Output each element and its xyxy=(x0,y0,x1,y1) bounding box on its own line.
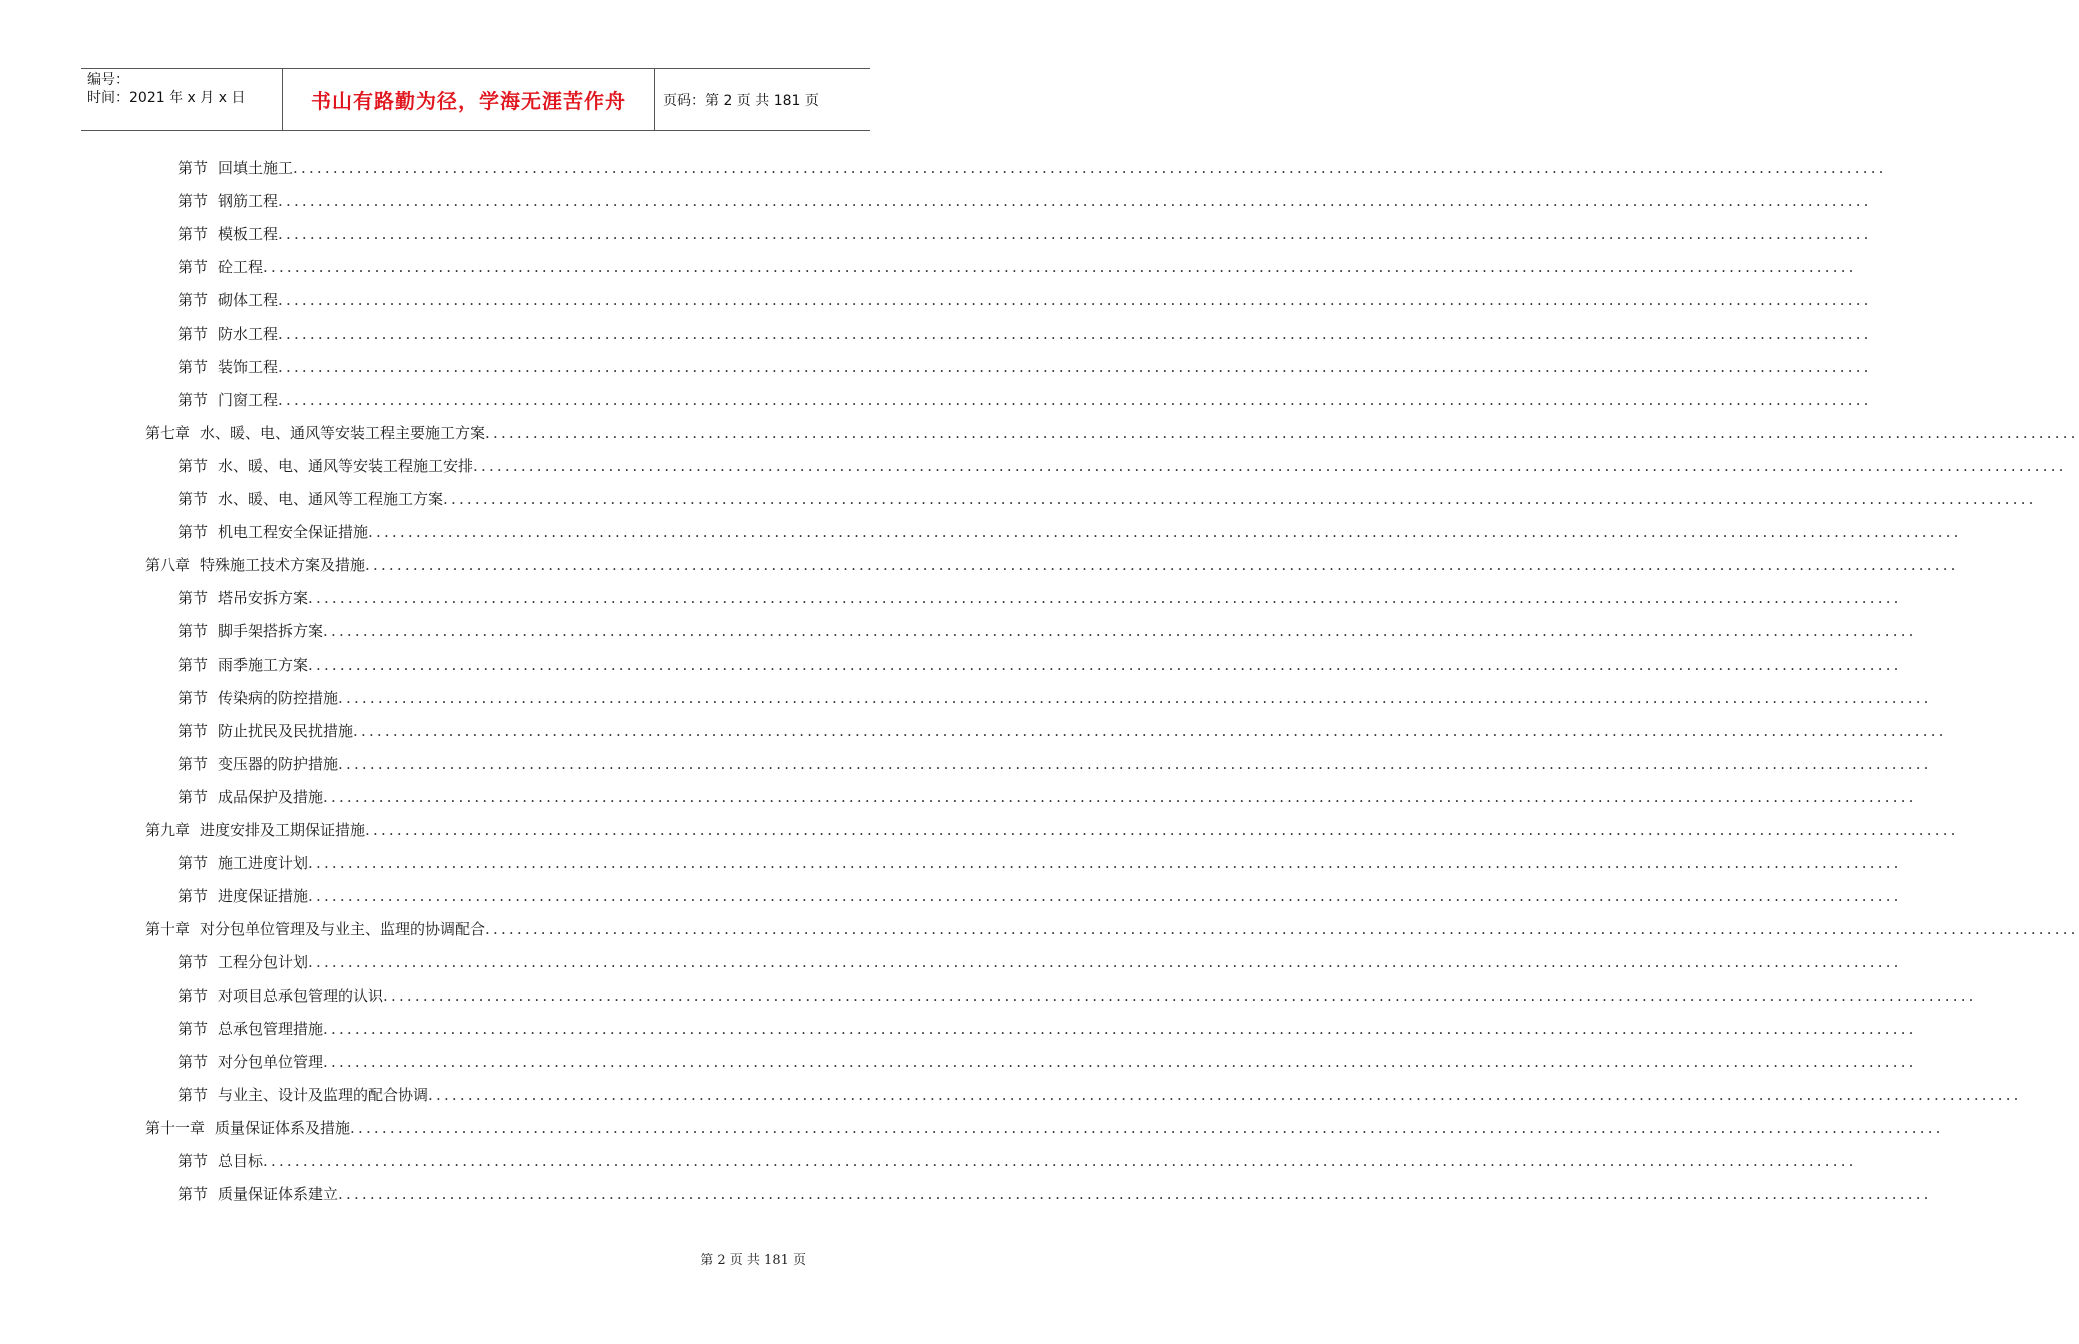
toc-leader-dots: ........................................................................................................................................................................................................ xyxy=(365,556,1959,575)
toc-leader-dots: ........................................................................................................................................................................................................ xyxy=(485,423,2079,442)
toc-section-entry[interactable] xyxy=(0,251,1857,284)
toc-leader-dots: ........................................................................................................................................................................................................ xyxy=(278,291,1872,310)
toc-section-entry[interactable] xyxy=(0,781,1917,814)
toc-leader-dots: ........................................................................................................................................................................................................ xyxy=(323,1019,1917,1038)
toc-leader-dots: ........................................................................................................................................................................................................ xyxy=(338,1185,1932,1204)
header-page-number: 页码：第 2 页 共 181 页 xyxy=(663,92,819,109)
toc-chapter-entry[interactable] xyxy=(0,417,2079,450)
toc-entry-label: 第十章 xyxy=(145,920,191,939)
toc-leader-dots: ........................................................................................................................................................................................................ xyxy=(308,655,1902,674)
header-meta xyxy=(81,69,282,130)
toc-entry-label: 第节 xyxy=(178,1152,209,1170)
toc-chapter-entry[interactable] xyxy=(0,814,1959,847)
toc-leader-dots: ........................................................................................................................................................................................................ xyxy=(368,523,1962,542)
toc-entry-label: 第节 xyxy=(178,1019,209,1038)
toc-chapter-entry[interactable] xyxy=(0,913,2079,946)
toc-entry-title: 与业主、设计及监理的配合协调 xyxy=(218,1085,429,1104)
toc-entry-label: 第十一章 xyxy=(145,1118,206,1137)
toc-leader-dots: ........................................................................................................................................................................................................ xyxy=(350,1118,1944,1137)
toc-leader-dots: ........................................................................................................................................................................................................ xyxy=(428,1085,2022,1104)
toc-entry-label: 第节 xyxy=(178,192,209,211)
toc-entry-label: 第节 xyxy=(178,1052,209,1071)
toc-leader-dots: ........................................................................................................................................................................................................ xyxy=(485,920,2079,939)
toc-entry-label: 第节 xyxy=(178,159,209,177)
toc-section-entry[interactable] xyxy=(0,847,1902,880)
toc-section-entry[interactable] xyxy=(0,1178,1932,1211)
toc-entry-label: 第节 xyxy=(178,490,209,508)
toc-entry-label: 第节 xyxy=(178,291,209,310)
toc-leader-dots: ........................................................................................................................................................................................................ xyxy=(278,324,1872,343)
toc-section-entry[interactable] xyxy=(0,748,1932,781)
toc-section-entry[interactable] xyxy=(0,1046,1917,1079)
toc-leader-dots: ........................................................................................................................................................................................................ xyxy=(323,787,1917,806)
toc-entry-label: 第节 xyxy=(178,324,209,343)
toc-entry-title: 门窗工程 xyxy=(218,390,279,409)
toc-entry-title: 钢筋工程 xyxy=(218,192,279,211)
toc-entry-title: 防水工程 xyxy=(218,324,279,343)
toc-leader-dots: ........................................................................................................................................................................................................ xyxy=(308,953,1902,972)
toc-entry-title: 砼工程 xyxy=(218,258,264,277)
toc-entry-label: 第节 xyxy=(178,887,209,906)
toc-leader-dots: ........................................................................................................................................................................................................ xyxy=(308,887,1902,906)
toc-leader-dots: ........................................................................................................................................................................................................ xyxy=(308,854,1902,873)
header-page-cell xyxy=(655,69,870,130)
toc-entry-title: 砌体工程 xyxy=(218,291,279,310)
toc-entry-title: 成品保护及措施 xyxy=(218,787,324,806)
toc-entry-title: 回填土施工 xyxy=(218,159,294,177)
toc-leader-dots: ........................................................................................................................................................................................................ xyxy=(323,622,1917,641)
toc-entry-label: 第八章 xyxy=(145,556,191,575)
toc-leader-dots: ........................................................................................................................................................................................................ xyxy=(308,589,1902,608)
toc-entry-title: 总目标 xyxy=(218,1152,264,1170)
toc-section-entry[interactable] xyxy=(0,649,1902,682)
toc-entry-title: 雨季施工方案 xyxy=(218,655,309,674)
document-date-label: 时间：2021 年 x 月 x 日 xyxy=(87,90,246,106)
toc-entry-label: 第节 xyxy=(178,754,209,773)
toc-entry-title: 对分包单位管理及与业主、监理的协调配合 xyxy=(200,920,486,939)
toc-leader-dots: ........................................................................................................................................................................................................ xyxy=(263,1152,1857,1170)
toc-leader-dots: ........................................................................................................................................................................................................ xyxy=(443,490,2037,508)
toc-entry-label: 第节 xyxy=(178,655,209,674)
toc-section-entry[interactable] xyxy=(0,384,1872,417)
toc-entry-label: 第节 xyxy=(178,622,209,641)
toc-entry-title: 防止扰民及民扰措施 xyxy=(218,721,354,740)
toc-section-entry[interactable] xyxy=(0,152,1887,185)
toc-section-entry[interactable] xyxy=(0,880,1902,913)
toc-leader-dots: ........................................................................................................................................................................................................ xyxy=(365,821,1959,839)
toc-entry-label: 第节 xyxy=(178,721,209,740)
toc-entry-title: 水、暖、电、通风等安装工程施工安排 xyxy=(218,456,474,475)
toc-section-entry[interactable] xyxy=(0,1079,2022,1112)
toc-chapter-entry[interactable] xyxy=(0,549,1959,582)
toc-section-entry[interactable] xyxy=(0,483,2037,516)
toc-section-entry[interactable] xyxy=(0,218,1872,251)
toc-entry-title: 脚手架搭拆方案 xyxy=(218,622,324,641)
toc-section-entry[interactable] xyxy=(0,450,2067,483)
toc-leader-dots: ........................................................................................................................................................................................................ xyxy=(353,721,1947,740)
header-motto: 书山有路勤为径，学海无涯苦作舟 xyxy=(311,89,626,113)
toc-entry-label: 第节 xyxy=(178,258,209,277)
toc-section-entry[interactable] xyxy=(0,682,1932,715)
toc-entry-title: 变压器的防护措施 xyxy=(218,754,339,773)
toc-leader-dots: ........................................................................................................................................................................................................ xyxy=(263,258,1857,277)
toc-entry-title: 装饰工程 xyxy=(218,357,279,376)
toc-entry-title: 进度安排及工期保证措施 xyxy=(200,821,366,839)
toc-leader-dots: ........................................................................................................................................................................................................ xyxy=(338,688,1932,707)
toc-entry-label: 第七章 xyxy=(145,423,191,442)
toc-entry-title: 总承包管理措施 xyxy=(218,1019,324,1038)
toc-entry-label: 第九章 xyxy=(145,821,191,839)
toc-section-entry[interactable] xyxy=(0,615,1917,648)
toc-entry-title: 机电工程安全保证措施 xyxy=(218,523,369,542)
toc-leader-dots: ........................................................................................................................................................................................................ xyxy=(323,1052,1917,1071)
toc-leader-dots: ........................................................................................................................................................................................................ xyxy=(383,986,1977,1005)
page-header xyxy=(81,68,870,131)
header-motto-cell xyxy=(282,69,655,130)
toc-entry-label: 第节 xyxy=(178,854,209,873)
toc-entry-title: 质量保证体系建立 xyxy=(218,1185,339,1204)
document-number-label: 编号： xyxy=(87,72,129,88)
toc-entry-label: 第节 xyxy=(178,953,209,972)
toc-section-entry[interactable] xyxy=(0,1013,1917,1046)
toc-entry-title: 进度保证措施 xyxy=(218,887,309,906)
toc-section-entry[interactable] xyxy=(0,582,1902,615)
page-footer: 第 2 页 共 181 页 xyxy=(700,1253,806,1268)
toc-section-entry[interactable] xyxy=(0,284,1872,317)
toc-leader-dots: ........................................................................................................................................................................................................ xyxy=(278,390,1872,409)
toc-entry-label: 第节 xyxy=(178,986,209,1005)
toc-entry-title: 特殊施工技术方案及措施 xyxy=(200,556,366,575)
toc-leader-dots: ........................................................................................................................................................................................................ xyxy=(278,357,1872,376)
toc-entry-label: 第节 xyxy=(178,688,209,707)
toc-entry-label: 第节 xyxy=(178,787,209,806)
toc-section-entry[interactable] xyxy=(0,715,1947,748)
toc-entry-title: 塔吊安拆方案 xyxy=(218,589,309,608)
toc-entry-title: 质量保证体系及措施 xyxy=(215,1118,351,1137)
toc-entry-label: 第节 xyxy=(178,523,209,542)
toc-section-entry[interactable] xyxy=(0,185,1872,218)
toc-entry-title: 传染病的防控措施 xyxy=(218,688,339,707)
toc-entry-title: 工程分包计划 xyxy=(218,953,309,972)
toc-entry-title: 对分包单位管理 xyxy=(218,1052,324,1071)
toc-section-entry[interactable] xyxy=(0,318,1872,351)
toc-section-entry[interactable] xyxy=(0,980,1977,1013)
toc-entry-title: 对项目总承包管理的认识 xyxy=(218,986,384,1005)
toc-entry-label: 第节 xyxy=(178,1185,209,1204)
toc-leader-dots: ........................................................................................................................................................................................................ xyxy=(278,225,1872,244)
toc-leader-dots: ........................................................................................................................................................................................................ xyxy=(473,456,2067,475)
toc-section-entry[interactable] xyxy=(0,1145,1857,1178)
toc-section-entry[interactable] xyxy=(0,516,1962,549)
toc-entry-label: 第节 xyxy=(178,456,209,475)
toc-section-entry[interactable] xyxy=(0,351,1872,384)
toc-entry-title: 模板工程 xyxy=(218,225,279,244)
toc-entry-label: 第节 xyxy=(178,589,209,608)
toc-entry-label: 第节 xyxy=(178,390,209,409)
toc-section-entry[interactable] xyxy=(0,946,1902,979)
toc-entry-title: 施工进度计划 xyxy=(218,854,309,873)
toc-entry-label: 第节 xyxy=(178,1085,209,1104)
toc-entry-title: 水、暖、电、通风等工程施工方案 xyxy=(218,490,444,508)
toc-entry-label: 第节 xyxy=(178,357,209,376)
toc-leader-dots: ........................................................................................................................................................................................................ xyxy=(278,192,1872,211)
toc-chapter-entry[interactable] xyxy=(0,1112,1944,1145)
toc-leader-dots: ........................................................................................................................................................................................................ xyxy=(293,159,1887,177)
toc-entry-label: 第节 xyxy=(178,225,209,244)
toc-leader-dots: ........................................................................................................................................................................................................ xyxy=(338,754,1932,773)
toc-entry-title: 水、暖、电、通风等安装工程主要施工方案 xyxy=(200,423,486,442)
